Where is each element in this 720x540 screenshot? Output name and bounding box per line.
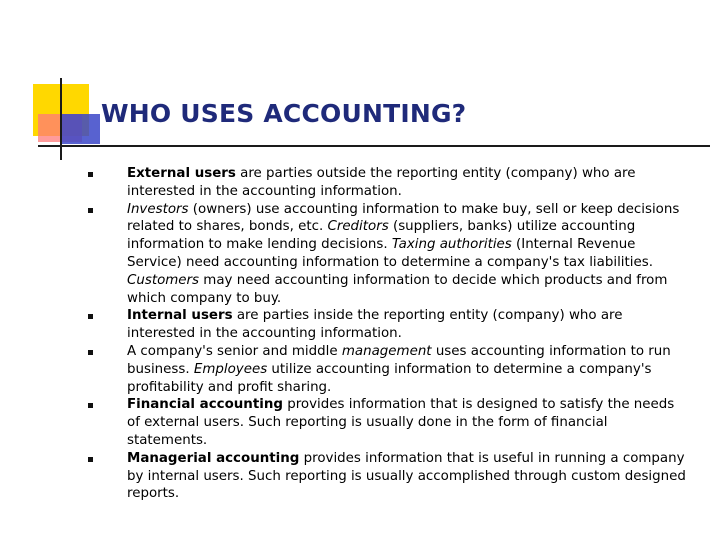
term-creditors: Creditors: [327, 219, 389, 235]
bullet-managerial-accounting: [88, 450, 688, 503]
bullet-text: (suppliers, banks) utilize accounting information to make lending decisions.: [127, 219, 636, 253]
bullet-external-users: [88, 165, 688, 201]
bullet-investors: [88, 201, 688, 308]
term-investors: Investors: [127, 201, 189, 217]
bullet-text: uses accounting information to run business.: [127, 343, 671, 377]
bullet-text: (owners) use accounting information to make buy, sell or keep decisions related to shares, bonds, etc.: [127, 201, 680, 235]
bullet-lead: Managerial accounting: [127, 450, 300, 466]
bullet-square-icon: [88, 350, 93, 355]
slide-title: WHO USES ACCOUNTING?: [101, 99, 467, 128]
bullet-text: (Internal Revenue Service) need accounting information to determine a company's tax liabilities.: [127, 237, 653, 270]
bullet-square-icon: [88, 172, 93, 177]
bullet-square-icon: [88, 457, 93, 462]
bullet-square-icon: [88, 403, 93, 408]
term-taxing-authorities: Taxing authorities: [391, 237, 512, 253]
bullet-text: may need accounting information to decide which products and from which company to buy.: [127, 272, 668, 306]
decor-vertical-line: [60, 78, 62, 160]
title-underline: [38, 145, 710, 147]
bullet-lead: External users: [127, 166, 236, 181]
bullet-text: are parties outside the reporting entity (company) who are interested in the accounting information.: [127, 166, 636, 199]
bullet-square-icon: [88, 208, 93, 213]
bullet-text: A company's senior and middle: [127, 343, 342, 359]
term-management: management: [341, 343, 432, 359]
bullet-text: provides information that is useful in running a company by internal users. Such reporting is usually accomplished through custom designed reports.: [127, 450, 686, 502]
bullet-internal-users: [88, 307, 688, 343]
bullet-text: provides information that is designed to satisfy the needs of external users. Such reporting is usually done in the form of financial statements.: [127, 397, 675, 448]
bullet-lead: Financial accounting: [127, 397, 283, 413]
bullet-management: [88, 343, 688, 396]
bullet-text: are parties inside the reporting entity (company) who are interested in the accounting information.: [127, 308, 623, 342]
decor-blue-square: [60, 114, 100, 144]
term-customers: Customers: [127, 272, 200, 288]
bullet-text: utilize accounting information to determine a company's profitability and profit sharing.: [127, 361, 652, 395]
term-employees: Employees: [193, 361, 268, 377]
bullet-list: [88, 165, 688, 503]
bullet-financial-accounting: [88, 396, 688, 449]
bullet-square-icon: [88, 314, 93, 319]
bullet-lead: Internal users: [127, 308, 233, 324]
